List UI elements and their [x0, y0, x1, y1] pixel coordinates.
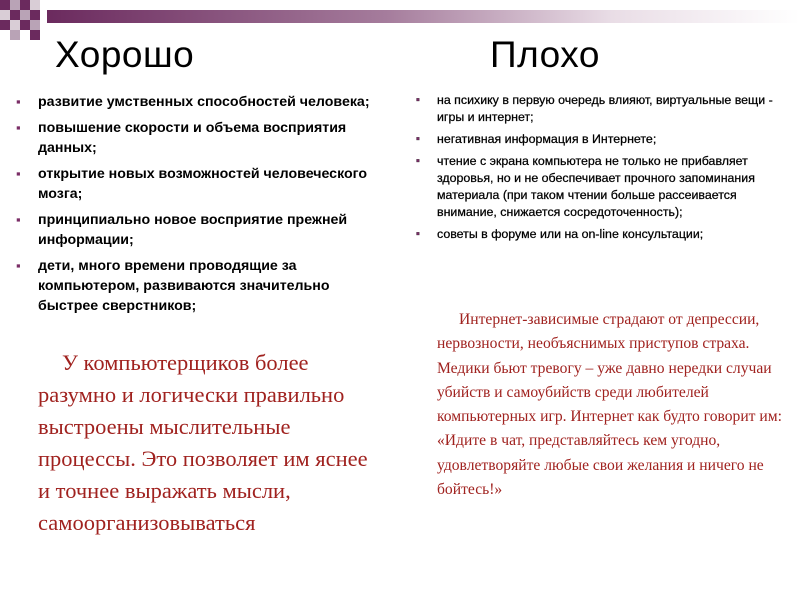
bad-paragraph: Интернет-зависимые страдают от депрессии, нервозности, необъяснимых приступов страха. Медики бьют тревогу – уже давно нередки случаи убийств и самоубийств среди любителей компьютерных игр. Интернет как будто говорит им: «Идите в чат, представляйтесь кем угодно, удовлетворяйте любые свои желания и ничего не бойтесь!» — [437, 311, 782, 499]
bullet-square-icon: ▪ — [416, 133, 420, 145]
bullet-square-icon: ▪ — [416, 228, 420, 240]
list-item — [412, 153, 782, 221]
list-item-text: на психику в первую очередь влияют, виртуальные вещи - игры и интернет; — [437, 93, 773, 124]
heading-bad: Плохо — [490, 34, 600, 75]
bullet-square-icon: ▪ — [16, 94, 21, 109]
bullet-square-icon: ▪ — [16, 212, 21, 227]
list-item-text: развитие умственных способностей человека; — [38, 94, 370, 110]
list-item-text: чтение с экрана компьютера не только не прибавляет здоровья, но и не обеспечивает прочного запоминания материала (при таком чтении больше рассеивается внимание, снижается сосредоточенность); — [437, 154, 755, 219]
bullet-square-icon: ▪ — [416, 94, 420, 106]
list-item — [16, 256, 376, 316]
bad-list — [412, 92, 782, 248]
bullet-square-icon: ▪ — [16, 258, 21, 273]
list-item — [412, 131, 782, 148]
bullet-square-icon: ▪ — [16, 120, 21, 135]
list-item-text: дети, много времени проводящие за компьютером, развиваются значительно быстрее сверстников; — [38, 258, 330, 314]
list-item — [16, 164, 376, 204]
header-gradient-stripe — [47, 10, 800, 23]
list-item-text: негативная информация в Интернете; — [437, 132, 657, 146]
bullet-square-icon: ▪ — [16, 166, 21, 181]
list-item-text: принципиально новое восприятие прежней информации; — [38, 212, 348, 248]
bullet-square-icon: ▪ — [416, 155, 420, 167]
good-paragraph: У компьютерщиков более разумно и логически правильно выстроены мыслительные процессы. Это позволяет им яснее и точнее выражать мысли, самоорганизовываться — [38, 350, 368, 535]
list-item — [412, 226, 782, 243]
list-item — [16, 118, 376, 158]
heading-good: Хорошо — [55, 34, 195, 75]
list-item — [16, 210, 376, 250]
list-item — [412, 92, 782, 126]
list-item-text: открытие новых возможностей человеческого мозга; — [38, 166, 368, 202]
list-item-text: советы в форуме или на on-line консультации; — [437, 227, 704, 241]
list-item — [16, 92, 376, 112]
good-list — [16, 92, 376, 322]
list-item-text: повышение скорости и объема восприятия данных; — [38, 120, 347, 156]
